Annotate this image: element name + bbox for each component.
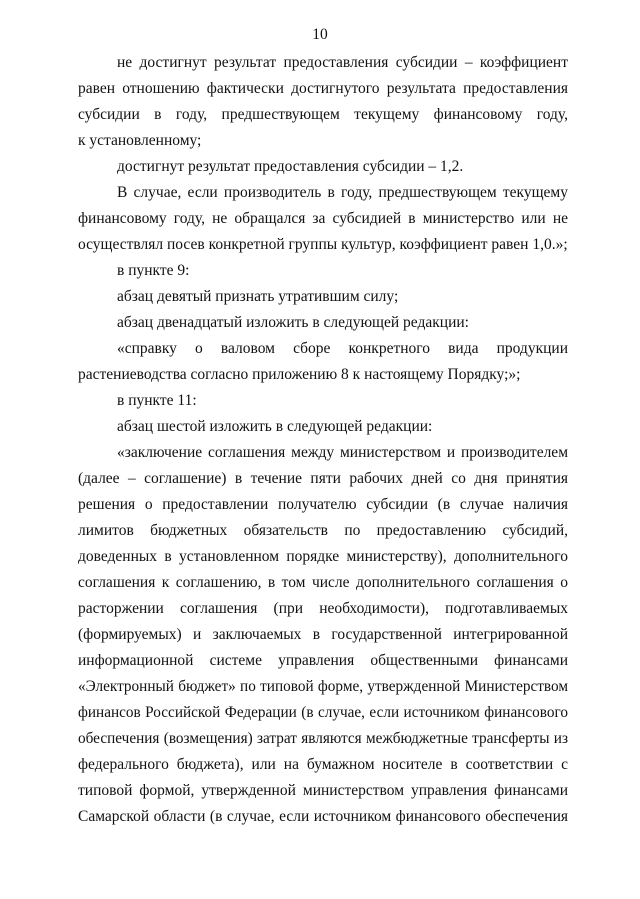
text-line: соглашения к соглашению, в том числе дополнительного соглашения о bbox=[78, 574, 568, 591]
text-line: типовой формой, утвержденной министерством управления финансами bbox=[78, 782, 568, 799]
text-line: доведенных в установленном порядке министерству), дополнительного bbox=[78, 548, 568, 565]
text-line: финансов Российской Федерации (в случае, если источником финансового bbox=[78, 704, 568, 721]
text-line: абзац девятый признать утратившим силу; bbox=[117, 288, 399, 305]
text-line: абзац шестой изложить в следующей редакции: bbox=[117, 418, 433, 435]
text-line: в пункте 9: bbox=[117, 262, 190, 279]
text-line: «Электронный бюджет» по типовой форме, утвержденной Министерством bbox=[78, 678, 568, 695]
text-line: расторжении соглашения (при необходимости), подготавливаемых bbox=[78, 600, 568, 617]
text-line: финансовому году, не обращался за субсидией в министерство или не bbox=[78, 210, 568, 227]
text-line: субсидии в году, предшествующем текущему финансовому году, bbox=[78, 106, 568, 123]
text-line: Самарской области (в случае, если источником финансового обеспечения bbox=[78, 808, 568, 825]
text-line: не достигнут результат предоставления субсидии – коэффициент bbox=[117, 54, 568, 71]
text-line: информационной системе управления общественными финансами bbox=[78, 652, 568, 669]
text-line: достигнут результат предоставления субсидии – 1,2. bbox=[117, 158, 464, 175]
text-line: обеспечения (возмещения) затрат являются межбюджетные трансферты из bbox=[78, 730, 568, 747]
text-line: растениеводства согласно приложению 8 к настоящему Порядку;»; bbox=[78, 366, 521, 383]
text-line: федерального бюджета), или на бумажном носителе в соответствии с bbox=[78, 756, 568, 773]
text-line: решения о предоставлении получателю субсидии (в случае наличия bbox=[78, 496, 568, 513]
text-line: в пункте 11: bbox=[117, 392, 197, 409]
text-line: равен отношению фактически достигнутого результата предоставления bbox=[78, 80, 568, 97]
text-line: к установленному; bbox=[78, 132, 202, 149]
text-line: (формируемых) и заключаемых в государственной интегрированной bbox=[78, 626, 568, 643]
text-line: В случае, если производитель в году, предшествующем текущему bbox=[117, 184, 568, 201]
text-line: осуществлял посев конкретной группы культур, коэффициент равен 1,0.»; bbox=[78, 236, 568, 253]
page-number: 10 bbox=[312, 26, 328, 43]
text-line: (далее – соглашение) в течение пяти рабочих дней со дня принятия bbox=[78, 470, 568, 487]
text-line: абзац двенадцатый изложить в следующей редакции: bbox=[117, 314, 469, 331]
text-line: лимитов бюджетных обязательств по предоставлению субсидий, bbox=[78, 522, 568, 539]
text-line: «справку о валовом сборе конкретного вида продукции bbox=[117, 340, 568, 357]
text-line: «заключение соглашения между министерством и производителем bbox=[117, 444, 568, 461]
